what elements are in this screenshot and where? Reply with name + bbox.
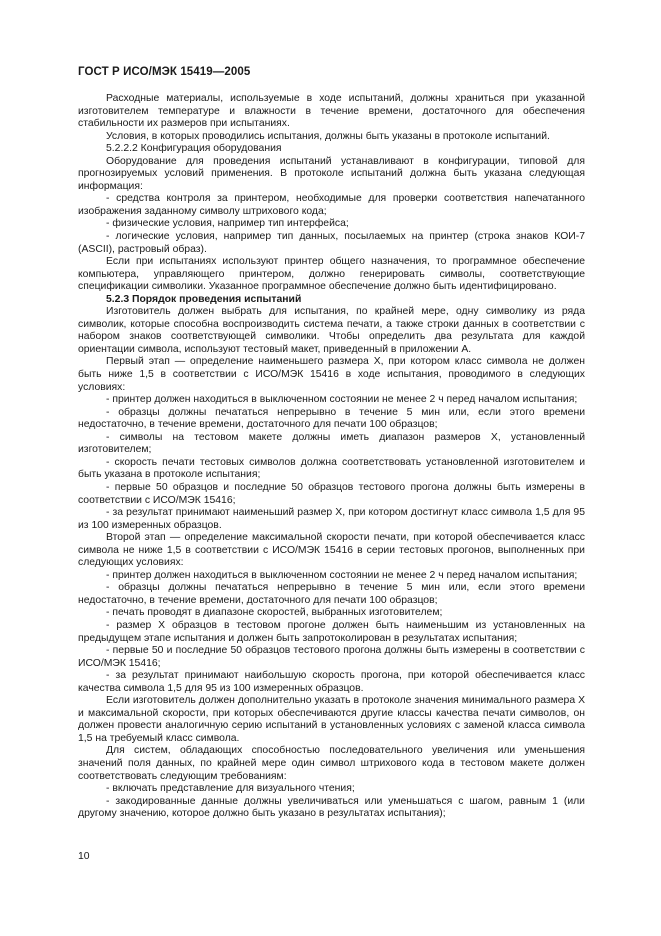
list-item: - размер X образцов в тестовом прогоне должен быть наименьшим из установленных на предыдущем этапе испытания и должен быть запротоколирован в результатах испытания; xyxy=(78,619,585,644)
document-header: ГОСТ Р ИСО/МЭК 15419—2005 xyxy=(78,66,251,78)
section-heading: 5.2.3 Порядок проведения испытаний xyxy=(106,293,302,305)
paragraph: Оборудование для проведения испытаний устанавливают в конфигурации, типовой для прогнозируемых условий применения. В протоколе испытаний должна быть указана следующая информация: xyxy=(78,155,585,192)
subsection-heading: 5.2.2.2 Конфигурация оборудования xyxy=(106,143,282,155)
list-item: - закодированные данные должны увеличиваться или уменьшаться с шагом, равным 1 (или другому значению, которое должно быть указано в результатах испытания); xyxy=(78,795,585,820)
list-item: - первые 50 образцов и последние 50 образцов тестового прогона должны быть измерены в соответствии с ИСО/МЭК 15416; xyxy=(78,481,585,506)
list-item: - принтер должен находиться в выключенном состоянии не менее 2 ч перед началом испытания; xyxy=(106,394,578,406)
list-item: - печать проводят в диапазоне скоростей, выбранных изготовителем; xyxy=(106,607,443,619)
list-item: - средства контроля за принтером, необходимые для проверки соответствия напечатанного изображения заданному символу штрихового кода; xyxy=(78,193,585,217)
paragraph: Первый этап — определение наименьшего размера X, при котором класс символа не должен быть ниже 1,5 в соответствии с ИСО/МЭК 15416 в ходе испытания, проводимого в следующих условиях: xyxy=(78,356,585,393)
page-number: 10 xyxy=(78,851,90,862)
list-item: - образцы должны печататься непрерывно в течение 5 мин или, если этого времени недостаточно, в течение времени, достаточного для печати 100 образцов; xyxy=(78,582,585,606)
paragraph: Условия, в которых проводились испытания, должны быть указаны в протоколе испытаний. xyxy=(106,130,550,142)
paragraph: Если изготовитель должен дополнительно указать в протоколе значения минимального размера X и максимальной скорости, при которых обеспечиваются другие классы качества печати символов, он должен провести аналогичную серию испытаний в установленных условиях с заменой класса символа 1,5 на требуемый класс символа. xyxy=(78,695,585,744)
document-body xyxy=(78,93,585,821)
list-item: - принтер должен находиться в выключенном состоянии не менее 2 ч перед началом испытания; xyxy=(106,569,578,581)
paragraph: Изготовитель должен выбрать для испытания, по крайней мере, одну символику из ряда символик, которые способна воспроизводить система печати, а также строки данных в соответствии с набором знаков соответствующей символики. Чтобы определить два результата для каждой ориентации символа, используют тестовый макет, приведенный в приложении А. xyxy=(78,306,585,355)
list-item: - скорость печати тестовых символов должна соответствовать установленной изготовителем и быть указана в протоколе испытания; xyxy=(78,456,585,481)
list-item: - первые 50 и последние 50 образцов тестового прогона должны быть измерены в соответствии с ИСО/МЭК 15416; xyxy=(78,645,585,669)
list-item: - за результат принимают наименьший размер X, при котором достигнут класс символа 1,5 для 95 из 100 измеренных образцов. xyxy=(78,507,585,531)
list-item: - включать представление для визуального чтения; xyxy=(106,783,355,795)
list-item: - за результат принимают наибольшую скорость прогона, при которой обеспечивается класс качества символа 1,5 для 95 из 100 измеренных образцов. xyxy=(78,670,585,694)
paragraph: Если при испытаниях используют принтер общего назначения, то программное обеспечение компьютера, управляющего принтером, должно генерировать символы, соответствующие спецификации символики. Указанное программное обеспечение должно быть идентифицировано. xyxy=(78,256,585,293)
list-item: - образцы должны печататься непрерывно в течение 5 мин или, если этого времени недостаточно, в течение времени, достаточного для печати 100 образцов; xyxy=(78,406,585,431)
paragraph: Расходные материалы, используемые в ходе испытаний, должны храниться при указанной изготовителем температуре и влажности в течение времени, достаточного для обеспечения стабильности их размеров при испытаниях. xyxy=(78,93,585,130)
list-item: - физические условия, например тип интерфейса; xyxy=(106,218,349,230)
list-item: - символы на тестовом макете должны иметь диапазон размеров X, установленный изготовителем; xyxy=(78,431,585,456)
paragraph: Второй этап — определение максимальной скорости печати, при которой обеспечивается класс символа не ниже 1,5 в соответствии с ИСО/МЭК 15416 в серии тестовых прогонов, выполненных при следующих условиях: xyxy=(78,532,585,569)
list-item: - логические условия, например тип данных, посылаемых на принтер (строка знаков КОИ-7 (ASCII), растровый образ). xyxy=(78,231,585,255)
paragraph: Для систем, обладающих способностью последовательного увеличения или уменьшения значений поля данных, по крайней мере один символ штрихового кода в тестовом макете должен соответствовать следующим требованиям: xyxy=(78,745,585,782)
